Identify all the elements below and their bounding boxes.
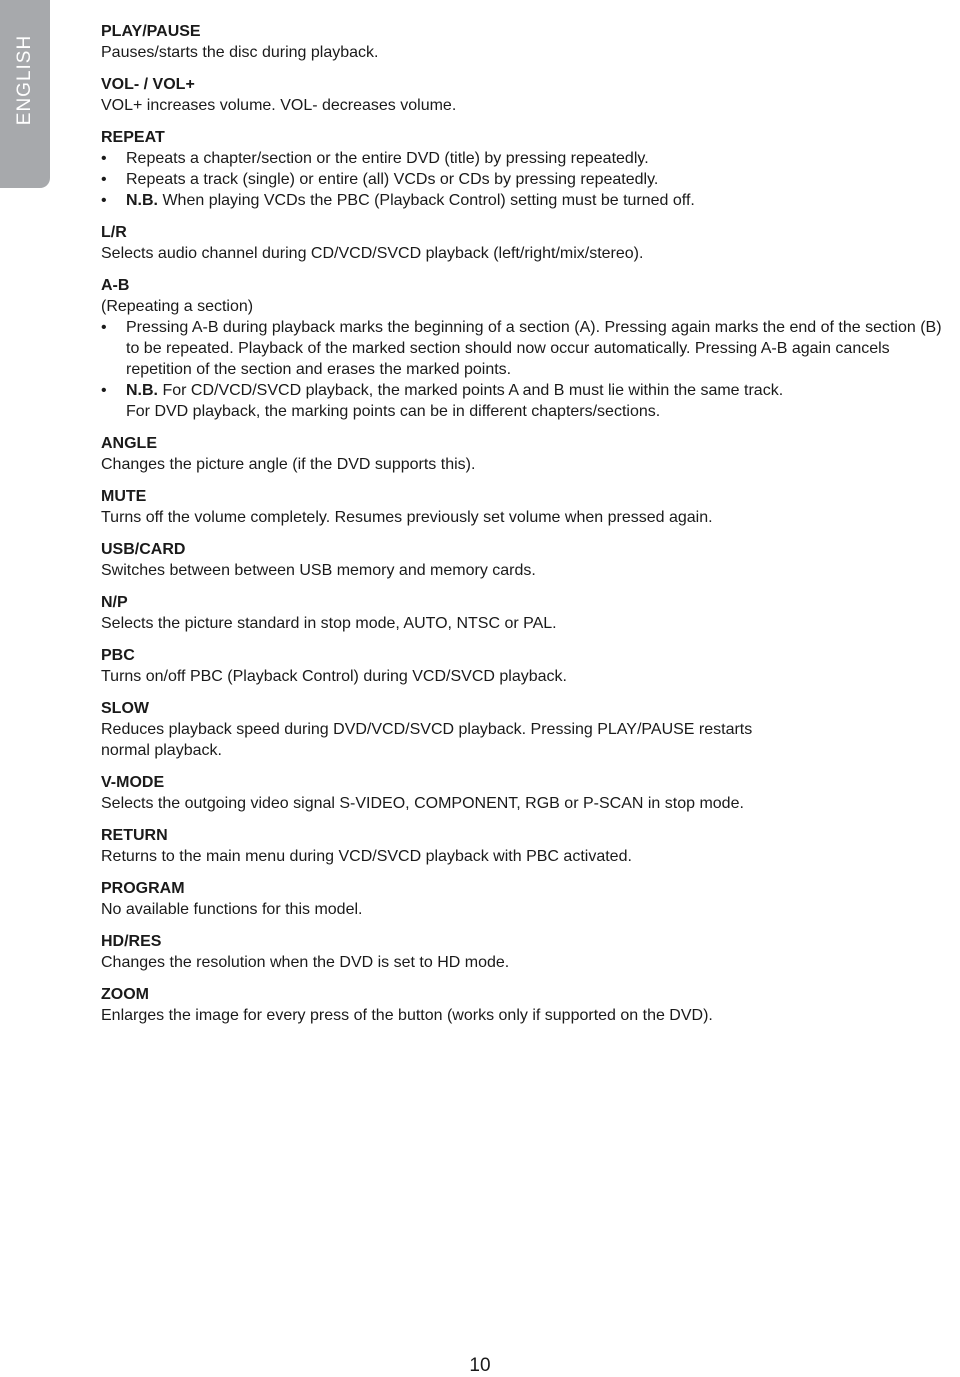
section-text-line2: normal playback. <box>101 742 222 759</box>
section-text: Changes the resolution when the DVD is set to HD mode. <box>101 954 510 971</box>
section-text: Switches between between USB memory and memory cards. <box>101 562 536 579</box>
language-tab-label: ENGLISH <box>14 34 35 126</box>
section-intro: (Repeating a section) <box>101 298 254 315</box>
list-item-nb <box>101 380 959 422</box>
section-usb-card <box>101 539 959 581</box>
section-text: Returns to the main menu during VCD/SVCD playback with PBC activated. <box>101 848 632 865</box>
section-ab <box>101 275 959 422</box>
page-number: 10 <box>469 1355 491 1376</box>
section-heading: MUTE <box>101 488 147 505</box>
bullet-list <box>101 317 959 422</box>
section-text: Changes the picture angle (if the DVD supports this). <box>101 456 476 473</box>
section-heading: USB/CARD <box>101 541 186 558</box>
section-heading: HD/RES <box>101 933 162 950</box>
list-item-nb <box>101 190 959 211</box>
section-mute <box>101 486 959 528</box>
section-heading: N/P <box>101 594 128 611</box>
section-text: No available functions for this model. <box>101 901 363 918</box>
section-return <box>101 825 959 867</box>
section-zoom <box>101 984 959 1026</box>
list-item: • Repeats a track (single) or entire (all) VCDs or CDs by pressing repeatedly. <box>101 169 959 190</box>
nb-text: For CD/VCD/SVCD playback, the marked points A and B must lie within the same track. <box>158 382 784 399</box>
section-vol <box>101 74 959 116</box>
section-heading: REPEAT <box>101 129 165 146</box>
section-heading: PLAY/PAUSE <box>101 23 201 40</box>
manual-content <box>101 21 959 1037</box>
section-text: Selects the outgoing video signal S-VIDEO, COMPONENT, RGB or P-SCAN in stop mode. <box>101 795 744 812</box>
nb-continuation: For DVD playback, the marking points can be in different chapters/sections. <box>126 403 661 420</box>
section-heading: VOL- / VOL+ <box>101 76 195 93</box>
language-tab <box>0 0 50 188</box>
section-text-line1: Reduces playback speed during DVD/VCD/SVCD playback. Pressing PLAY/PAUSE restarts <box>101 721 753 738</box>
section-lr <box>101 222 959 264</box>
section-heading: PROGRAM <box>101 880 185 897</box>
nb-label: N.B. <box>126 382 158 399</box>
section-repeat <box>101 127 959 211</box>
section-heading: L/R <box>101 224 127 241</box>
section-heading: V-MODE <box>101 774 165 791</box>
section-heading: RETURN <box>101 827 168 844</box>
section-heading: SLOW <box>101 700 149 717</box>
section-program <box>101 878 959 920</box>
section-text: Enlarges the image for every press of the button (works only if supported on the DVD). <box>101 1007 713 1024</box>
section-play-pause <box>101 21 959 63</box>
section-heading: ZOOM <box>101 986 149 1003</box>
section-heading: ANGLE <box>101 435 157 452</box>
nb-text: When playing VCDs the PBC (Playback Control) setting must be turned off. <box>158 192 695 209</box>
section-heading: A-B <box>101 277 130 294</box>
section-heading: PBC <box>101 647 135 664</box>
section-slow <box>101 698 959 761</box>
section-text: Turns on/off PBC (Playback Control) during VCD/SVCD playback. <box>101 668 567 685</box>
list-item: • Repeats a chapter/section or the entire DVD (title) by pressing repeatedly. <box>101 148 959 169</box>
section-text: Selects the picture standard in stop mode, AUTO, NTSC or PAL. <box>101 615 557 632</box>
section-text: Turns off the volume completely. Resumes previously set volume when pressed again. <box>101 509 713 526</box>
section-np <box>101 592 959 634</box>
section-text: VOL+ increases volume. VOL- decreases volume. <box>101 97 457 114</box>
section-text: Pauses/starts the disc during playback. <box>101 44 379 61</box>
section-pbc <box>101 645 959 687</box>
list-item: • Pressing A-B during playback marks the beginning of a section (A). Pressing again marks the end of the section (B) to be repeated. Playback of the marked section should now occur automatically. Pressing A-B again cancels repetition of the section and erases the marked points. <box>101 317 959 380</box>
section-v-mode <box>101 772 959 814</box>
bullet-list <box>101 148 959 211</box>
section-text: Selects audio channel during CD/VCD/SVCD playback (left/right/mix/stereo). <box>101 245 644 262</box>
section-hd-res <box>101 931 959 973</box>
nb-label: N.B. <box>126 192 158 209</box>
section-angle <box>101 433 959 475</box>
